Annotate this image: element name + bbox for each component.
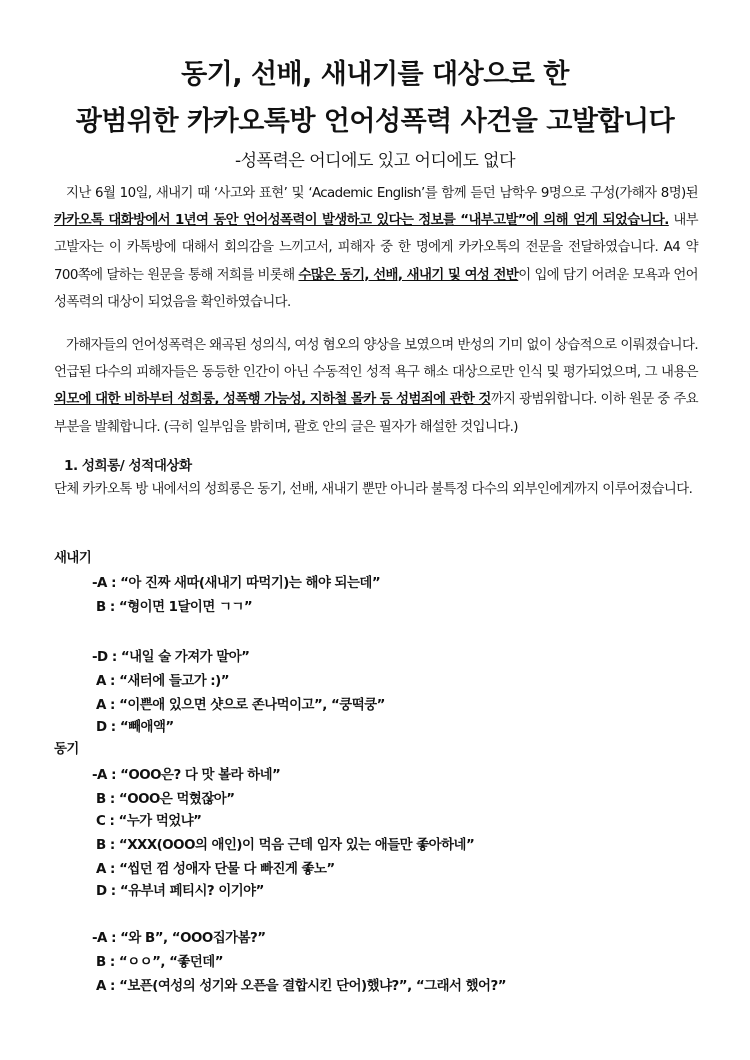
quote: “보픈(여성의 성기와 오픈을 결합시킨 단어)했냐?”, “그래서 했어?” — [119, 979, 507, 994]
speaker: -A — [92, 576, 107, 591]
quote: “새터에 들고가 :)” — [119, 674, 230, 689]
speaker: A — [96, 862, 106, 877]
text-segment: 가해자들의 언어성폭력은 왜곡된 성의식, 여성 혐오의 양상을 보였으며 반성의 기미 없이 상습적으로 이뤄졌습니다. 언급된 다수의 피해자들은 동등한 인간이 아닌 수동적인 성적 욕구 해소 대상으로만 인식 및 평가되었으며, 그 내용은 — [54, 338, 698, 381]
emphasized-text: 수많은 동기, 선배, 새내기 및 여성 전반 — [298, 267, 519, 283]
quote: “OOO은 먹혔잖아” — [118, 792, 235, 807]
dialogue-line: -A : “와 B”, “OOO집가봄?” — [92, 931, 266, 946]
dialogue-line: B : “형이면 1달이면 ㄱㄱ” — [96, 600, 253, 615]
speaker: -A — [92, 768, 107, 783]
quote: “빼애액” — [119, 720, 174, 735]
dialogue-line: B : “XXX(OOO의 애인)이 먹음 근데 임자 있는 애들만 좋아하네” — [96, 838, 475, 853]
speaker: A — [96, 674, 106, 689]
quote: “씹던 껌 성애자 단물 다 빠진게 좋노” — [119, 862, 335, 877]
speaker: D — [96, 884, 107, 899]
speaker: B — [96, 838, 106, 853]
dialogue-line: A : “보픈(여성의 성기와 오픈을 결합시킨 단어)했냐?”, “그래서 했어?” — [96, 979, 507, 994]
quote: “ㅇㅇ”, “좋던데” — [118, 955, 224, 970]
quote: “와 B”, “OOO집가봄?” — [120, 931, 266, 946]
quote: “OOO은? 다 맛 볼라 하네” — [120, 768, 281, 783]
text-segment: 까지 광범위합니다. 이하 원문 중 주요 부분을 발췌합니다. (극히 일부임을 밝히며, 괄호 안의 글은 필자가 해설한 것입니다.) — [54, 392, 698, 435]
dialogue-line: D : “빼애액” — [96, 720, 174, 735]
speaker: A — [96, 979, 106, 994]
speaker: D — [96, 720, 107, 735]
speaker: C — [96, 814, 106, 829]
dialogue-line: A : “씹던 껌 성애자 단물 다 빠진게 좋노” — [96, 862, 335, 877]
speaker: -A — [92, 931, 107, 946]
dialogue-line: A : “이쁜애 있으면 샷으로 존나먹이고”, “쿵떡쿵” — [96, 698, 385, 713]
dialogue-line: B : “OOO은 먹혔잖아” — [96, 792, 235, 807]
description-paragraph — [54, 332, 698, 441]
intro-paragraph — [54, 180, 698, 316]
text-segment: 내부고발자는 이 카톡방에 대해서 회의감을 느끼고서, 피해자 중 한 명에게 카카오톡의 전문을 전달하였습니다. A4 약 700쪽에 달하는 원문을 통해 저희를 비롯해 — [54, 213, 699, 283]
dialogue-line: A : “새터에 들고가 :)” — [96, 674, 230, 689]
document-title-line-1: 동기, 선배, 새내기를 대상으로 한 — [181, 59, 569, 90]
quote: “형이면 1달이면 ㄱㄱ” — [118, 600, 253, 615]
emphasized-text: 외모에 대한 비하부터 성희롱, 성폭행 가능성, 지하철 몰카 등 성범죄에 관한 것 — [54, 392, 491, 408]
document-subtitle: -성폭력은 어디에도 있고 어디에도 없다 — [234, 151, 515, 171]
dialogue-line: B : “ㅇㅇ”, “좋던데” — [96, 955, 224, 970]
quote: “내일 술 가져가 말아” — [120, 650, 250, 665]
section-heading: 1. 성희롱/ 성적대상화 — [64, 458, 192, 474]
emphasized-text: 카카오톡 대화방에서 1년여 동안 언어성폭력이 발생하고 있다는 정보를 “내부고발”에 의해 얻게 되었습니다. — [54, 213, 669, 229]
quote: “아 진짜 새따(새내기 따먹기)는 해야 되는데” — [120, 576, 381, 591]
dialogue-line: -D : “내일 술 가져가 말아” — [92, 650, 250, 665]
quote: “유부녀 페티시? 이기야” — [119, 884, 264, 899]
group-label-freshmen: 새내기 — [54, 551, 92, 566]
section-body: 단체 카카오톡 방 내에서의 성희롱은 동기, 선배, 새내기 뿐만 아니라 불특정 다수의 외부인에게까지 이루어졌습니다. — [54, 482, 693, 497]
speaker: B — [96, 792, 106, 807]
text-segment: 이 입에 담기 어려운 모욕과 언어성폭력의 대상이 되었음을 확인하였습니다. — [54, 267, 699, 310]
dialogue-line: -A : “아 진짜 새따(새내기 따먹기)는 해야 되는데” — [92, 576, 381, 591]
speaker: -D — [92, 650, 108, 665]
group-label-peers: 동기 — [54, 742, 79, 757]
quote: “XXX(OOO의 애인)이 먹음 근데 임자 있는 애들만 좋아하네” — [118, 838, 475, 853]
quote: “누가 먹었냐” — [118, 814, 202, 829]
speaker: B — [96, 955, 106, 970]
speaker: A — [96, 698, 106, 713]
speaker: B — [96, 600, 106, 615]
text-segment: 지난 6월 10일, 새내기 때 ‘사고와 표현’ 및 ‘Academic English’를 함께 듣던 남학우 9명으로 구성(가해자 8명)된 — [66, 186, 698, 201]
dialogue-line: -A : “OOO은? 다 맛 볼라 하네” — [92, 768, 281, 783]
dialogue-line: D : “유부녀 페티시? 이기야” — [96, 884, 264, 899]
quote: “이쁜애 있으면 샷으로 존나먹이고”, “쿵떡쿵” — [119, 698, 385, 713]
dialogue-line: C : “누가 먹었냐” — [96, 814, 202, 829]
document-title-line-2: 광범위한 카카오톡방 언어성폭력 사건을 고발합니다 — [75, 106, 675, 137]
